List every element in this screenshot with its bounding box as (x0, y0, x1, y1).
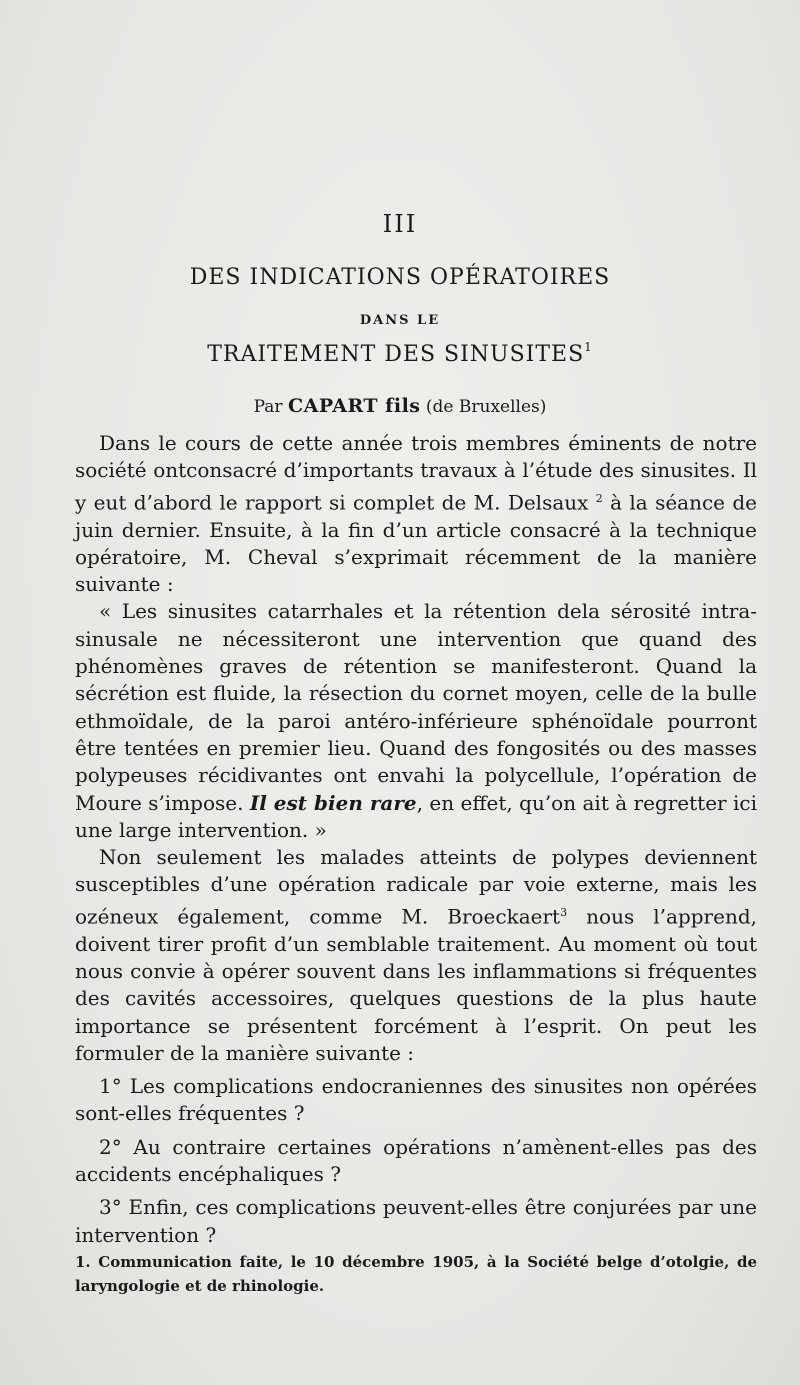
footnote-ref[interactable]: 2 (595, 491, 603, 505)
article-title-line-2 (0, 342, 800, 367)
paragraph-quote (75, 598, 757, 844)
paragraph-quote-text-cont: , en effet, qu’on ait à regretter ici une large intervention. » (75, 790, 757, 842)
paragraph-context-text: Non seulement les malades atteints de polypes deviennent susceptibles d’une opération radicale par voie externe, mais les ozéneux également, comme M. Broeckaert (75, 845, 757, 929)
footnote: 1. Communication faite, le 10 décembre 1905, à la Société belge d’otolgie, de laryngologie et de rhinologie. (75, 1253, 757, 1295)
article-title-line-2-text: TRAITEMENT DES SINUSITES (207, 342, 585, 367)
question-1: 1° Les complications endocraniennes des sinusites non opérées sont-elles fréquentes ? (75, 1074, 757, 1126)
article-title-connector: DANS LE (359, 313, 441, 328)
chapter-number: III (382, 210, 418, 238)
byline (0, 395, 800, 417)
paragraph-quote-text: « Les sinusites catarrhales et la rétention dela sérosité intra-sinusale ne nécessiteront une intervention que quand des phénomènes graves de rétention se manifesteront. Quand la sécrétion est fluide, la résection du cornet moyen, celle de la bulle ethmoïdale, de la paroi antéro-inférieure sphénoïdale pourront être tentées en premier lieu. Quand des fongosités ou des masses polypeuses récidivantes ont envahi la polycellule, l’opération de Moure s’impose. (75, 599, 757, 815)
question-3: 3° Enfin, ces complications peuvent-elles être conjurées par une intervention ? (75, 1195, 757, 1247)
paragraph-quote-italic: Il est bien rare (249, 790, 417, 815)
paragraph-context-text-cont: nous l’apprend, doivent tirer profit d’un semblable traitement. Au moment où tout nous convie à opérer souvent dans les inflammations si fréquentes des cavités accessoires, quelques questions de la plus haute importance se présentent forcément à l’esprit. On peut les formuler de la manière suivante : (75, 904, 757, 1065)
byline-author: CAPART fils (287, 395, 421, 417)
article-title-line-1: DES INDICATIONS OPÉRATOIRES (189, 265, 611, 290)
paragraph-intro (75, 430, 757, 598)
paragraph-context (75, 844, 757, 1067)
footnote-ref[interactable]: 3 (560, 905, 568, 919)
question-2: 2° Au contraire certaines opérations n’amènent-elles pas des accidents encéphaliques ? (75, 1134, 757, 1187)
article-body (75, 430, 757, 1249)
paragraph-intro-text-cont: à la séance de juin dernier. Ensuite, à la fin d’un article consacré à la technique opératoire, M. Cheval s’exprimait récemment de la manière suivante : (75, 490, 757, 597)
paragraph-intro-text: Dans le cours de cette année trois membres éminents de notre société ontconsacré d’importants travaux à l’étude des sinusites. Il y eut d’abord le rapport si complet de M. Delsaux (75, 431, 757, 515)
byline-prefix: Par (253, 397, 283, 417)
title-footnote-ref[interactable]: 1 (584, 340, 593, 354)
byline-suffix: (de Bruxelles) (425, 397, 547, 417)
